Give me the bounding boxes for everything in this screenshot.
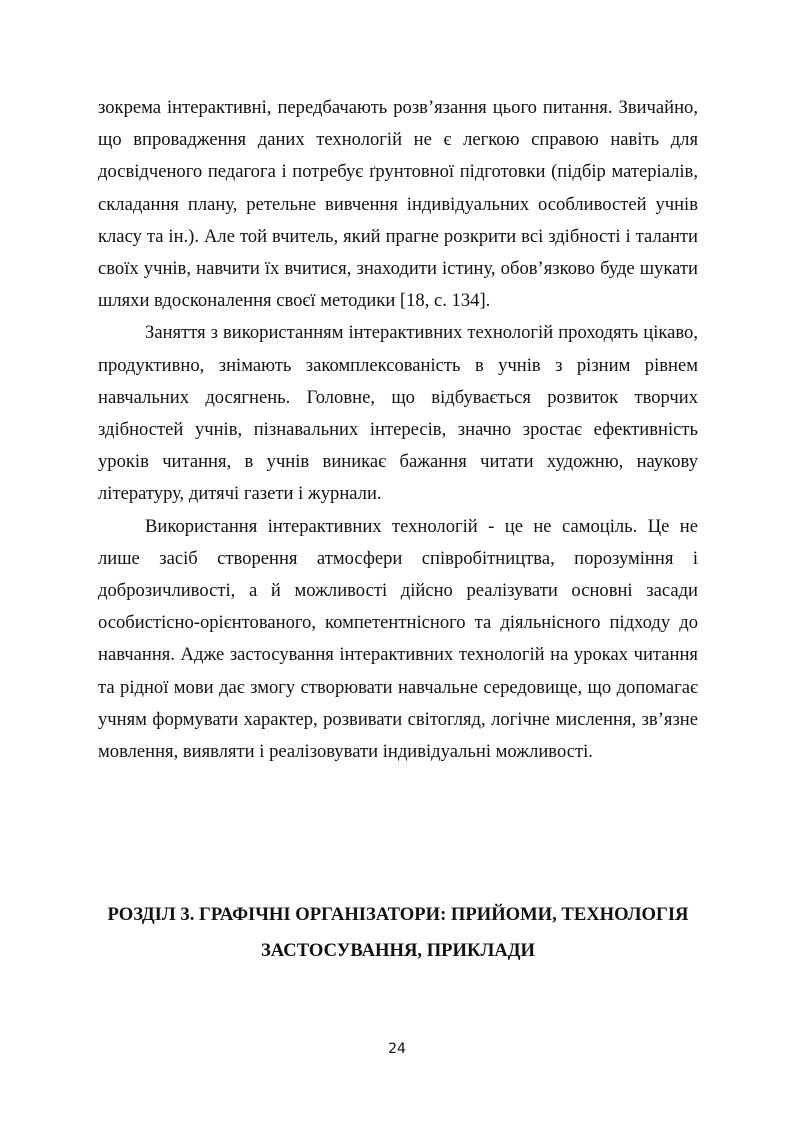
paragraph-continuation: зокрема інтерактивні, передбачають розв’язання цього питання. Звичайно, що впровадження даних технологій не є легкою справою навіть для досвідченого педагога і потребує ґрунтовної підготовки (підбір матеріалів, складання плану, ретельне вивчення індивідуальних особливостей учнів класу та ін.). Але той вчитель, який прагне розкрити всі здібності і таланти своїх учнів, навчити їх вчитися, знаходити істину, обов’язково буде шукати шляхи вдосконалення своєї методики [18, с. 134]. — [98, 97, 698, 312]
paragraph-interactive-lessons: Заняття з використанням інтерактивних технологій проходять цікаво, продуктивно, знімають закомплексованість в учнів з різним рівнем навчальних досягнень. Головне, що відбувається розвиток творчих здібностей учнів, пізнавальних інтересів, значно зростає ефективність уроків читання, в учнів виникає бажання читати художню, наукову літературу, дитячі газети і журнали. — [98, 322, 698, 505]
body-text — [98, 92, 698, 768]
paragraph-interactive-technologies: Використання інтерактивних технологій - це не самоціль. Це не лише засіб створення атмосфери співробітництва, порозуміння і доброзичливості, а й можливості дійсно реалізувати основні засади особистісно-орієнтованого, компетентнісного та діяльнісного підходу до навчання. Адже застосування інтерактивних технологій на уроках читання та рідної мови дає змогу створювати навчальне середовище, що допомагає учням формувати характер, розвивати світогляд, логічне мислення, зв’язне мовлення, виявляти і реалізовувати індивідуальні можливості. — [98, 515, 698, 763]
page-number: 24 — [388, 1041, 406, 1057]
section-heading: РОЗДІЛ 3. ГРАФІЧНІ ОРГАНІЗАТОРИ: ПРИЙОМИ, ТЕХНОЛОГІЯ ЗАСТОСУВАННЯ, ПРИКЛАДИ — [107, 904, 689, 961]
